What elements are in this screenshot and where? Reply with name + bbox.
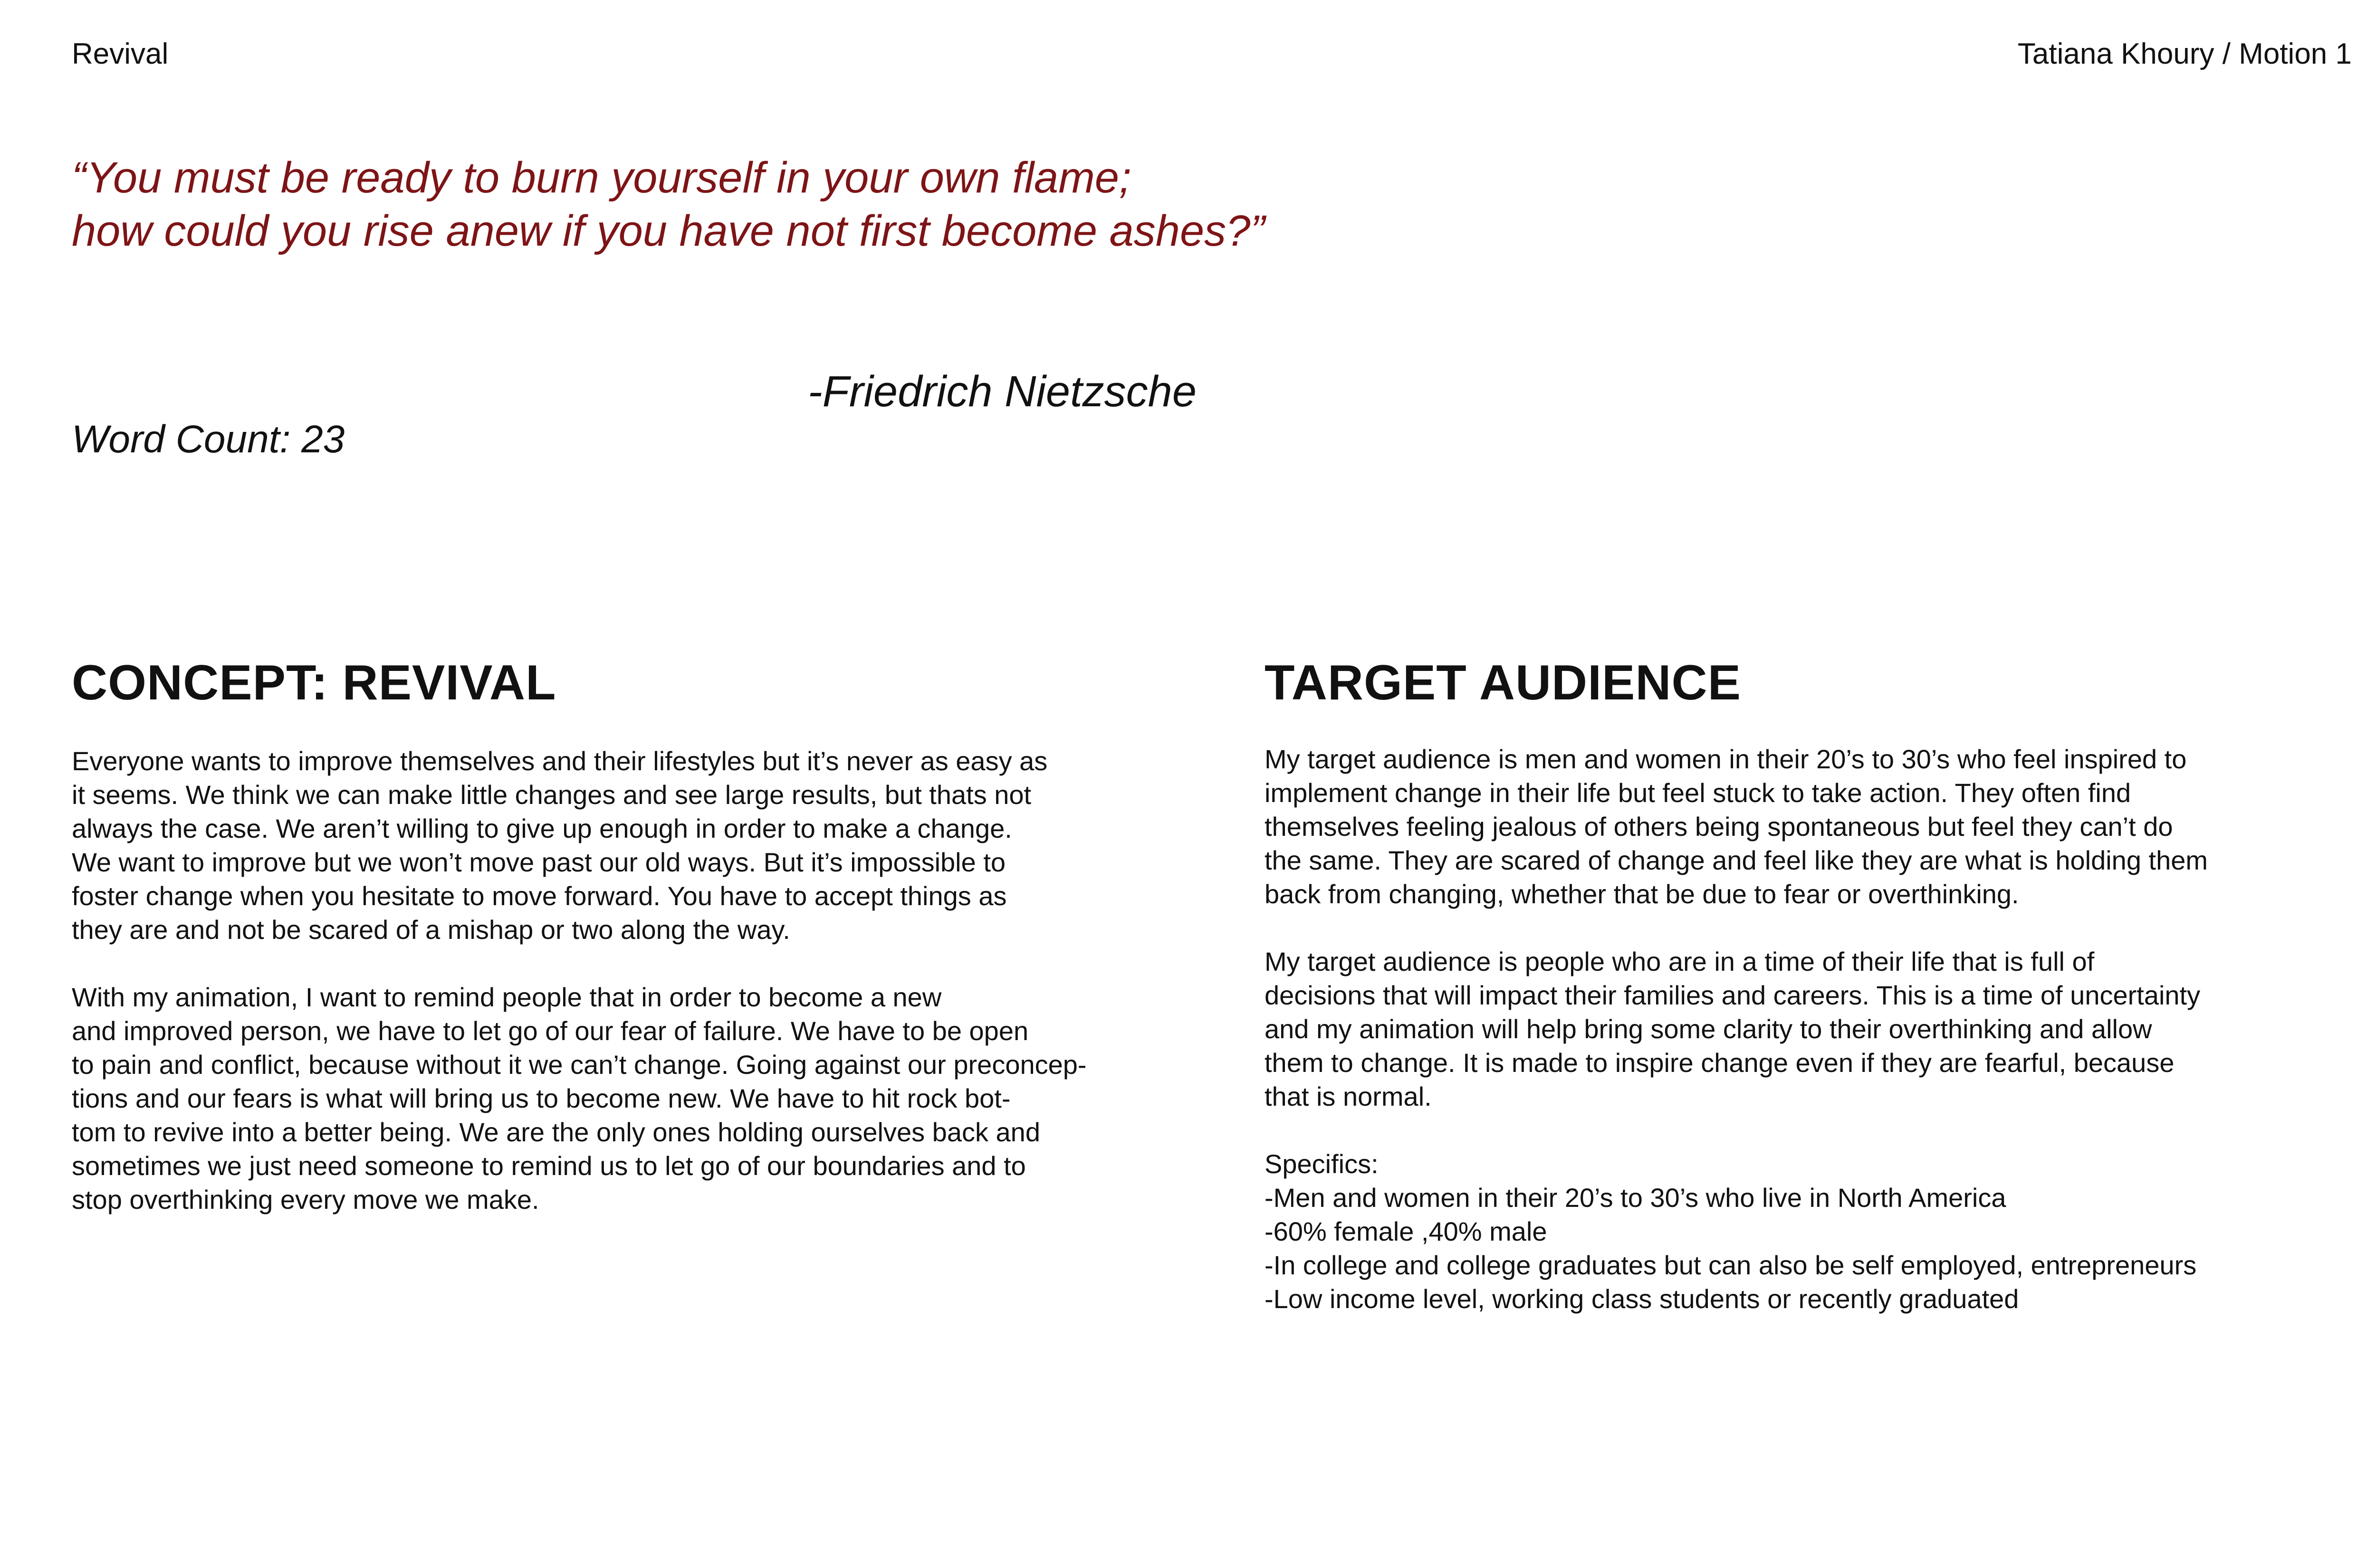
quote-attribution: -Friedrich Nietzsche <box>808 367 1197 416</box>
text-line: the same. They are scared of change and feel like they are what is holding them <box>1265 845 2208 875</box>
target-audience-body <box>1265 742 2357 1316</box>
quote-block <box>72 151 1497 258</box>
text-line: My target audience is men and women in their 20’s to 30’s who feel inspired to <box>1265 744 2187 774</box>
concept-body <box>72 744 1165 1216</box>
specifics-item: -Men and women in their 20’s to 30’s who live in North America <box>1265 1183 2006 1213</box>
word-count: Word Count: 23 <box>72 418 345 461</box>
text-line: them to change. It is made to inspire change even if they are fearful, because <box>1265 1048 2175 1078</box>
text-line: that is normal. <box>1265 1081 1432 1111</box>
text-line: tom to revive into a better being. We are the only ones holding ourselves back and <box>72 1117 1040 1147</box>
target-audience-heading: TARGET AUDIENCE <box>1265 655 1741 710</box>
text-line: Everyone wants to improve themselves and their lifestyles but it’s never as easy as <box>72 746 1048 776</box>
text-line: and improved person, we have to let go of our fear of failure. We have to be open <box>72 1016 1029 1046</box>
text-line: We want to improve but we won’t move past our old ways. But it’s impossible to <box>72 847 1006 877</box>
text-line: they are and not be scared of a mishap or two along the way. <box>72 915 790 945</box>
text-line: foster change when you hesitate to move forward. You have to accept things as <box>72 881 1007 911</box>
header-project-title: Revival <box>72 38 169 70</box>
text-line: back from changing, whether that be due to fear or overthinking. <box>1265 879 2019 909</box>
audience-paragraph <box>1265 945 2357 1113</box>
specifics-item: -60% female ,40% male <box>1265 1216 1547 1246</box>
concept-paragraph <box>72 744 1165 947</box>
text-line: tions and our fears is what will bring us to become new. We have to hit rock bot- <box>72 1083 1011 1113</box>
text-line: stop overthinking every move we make. <box>72 1185 539 1214</box>
specifics-item: -In college and college graduates but can also be self employed, entrepreneurs <box>1265 1250 2197 1280</box>
specifics-heading: Specifics: <box>1265 1149 1379 1179</box>
specifics-item: -Low income level, working class students or recently graduated <box>1265 1284 2019 1314</box>
text-line: sometimes we just need someone to remind us to let go of our boundaries and to <box>72 1151 1026 1181</box>
quote-line: how could you rise anew if you have not first become ashes?” <box>72 207 1265 255</box>
specifics-list <box>1265 1147 2357 1316</box>
text-line: decisions that will impact their families and careers. This is a time of uncertainty <box>1265 980 2201 1010</box>
text-line: to pain and conflict, because without it we can’t change. Going against our preconcep- <box>72 1050 1087 1080</box>
text-line: it seems. We think we can make little changes and see large results, but thats not <box>72 780 1032 810</box>
text-line: implement change in their life but feel stuck to take action. They often find <box>1265 778 2131 808</box>
text-line: My target audience is people who are in a time of their life that is full of <box>1265 947 2095 976</box>
text-line: always the case. We aren’t willing to give up enough in order to make a change. <box>72 813 1012 843</box>
concept-paragraph <box>72 980 1165 1216</box>
audience-paragraph <box>1265 742 2357 911</box>
text-line: With my animation, I want to remind people that in order to become a new <box>72 982 942 1012</box>
concept-heading: CONCEPT: REVIVAL <box>72 655 556 710</box>
text-line: and my animation will help bring some clarity to their overthinking and allow <box>1265 1014 2152 1044</box>
text-line: themselves feeling jealous of others being spontaneous but feel they can’t do <box>1265 812 2173 841</box>
quote-line: “You must be ready to burn yourself in your own flame; <box>72 153 1131 202</box>
header-author-course: Tatiana Khoury / Motion 1 <box>2017 38 2352 70</box>
